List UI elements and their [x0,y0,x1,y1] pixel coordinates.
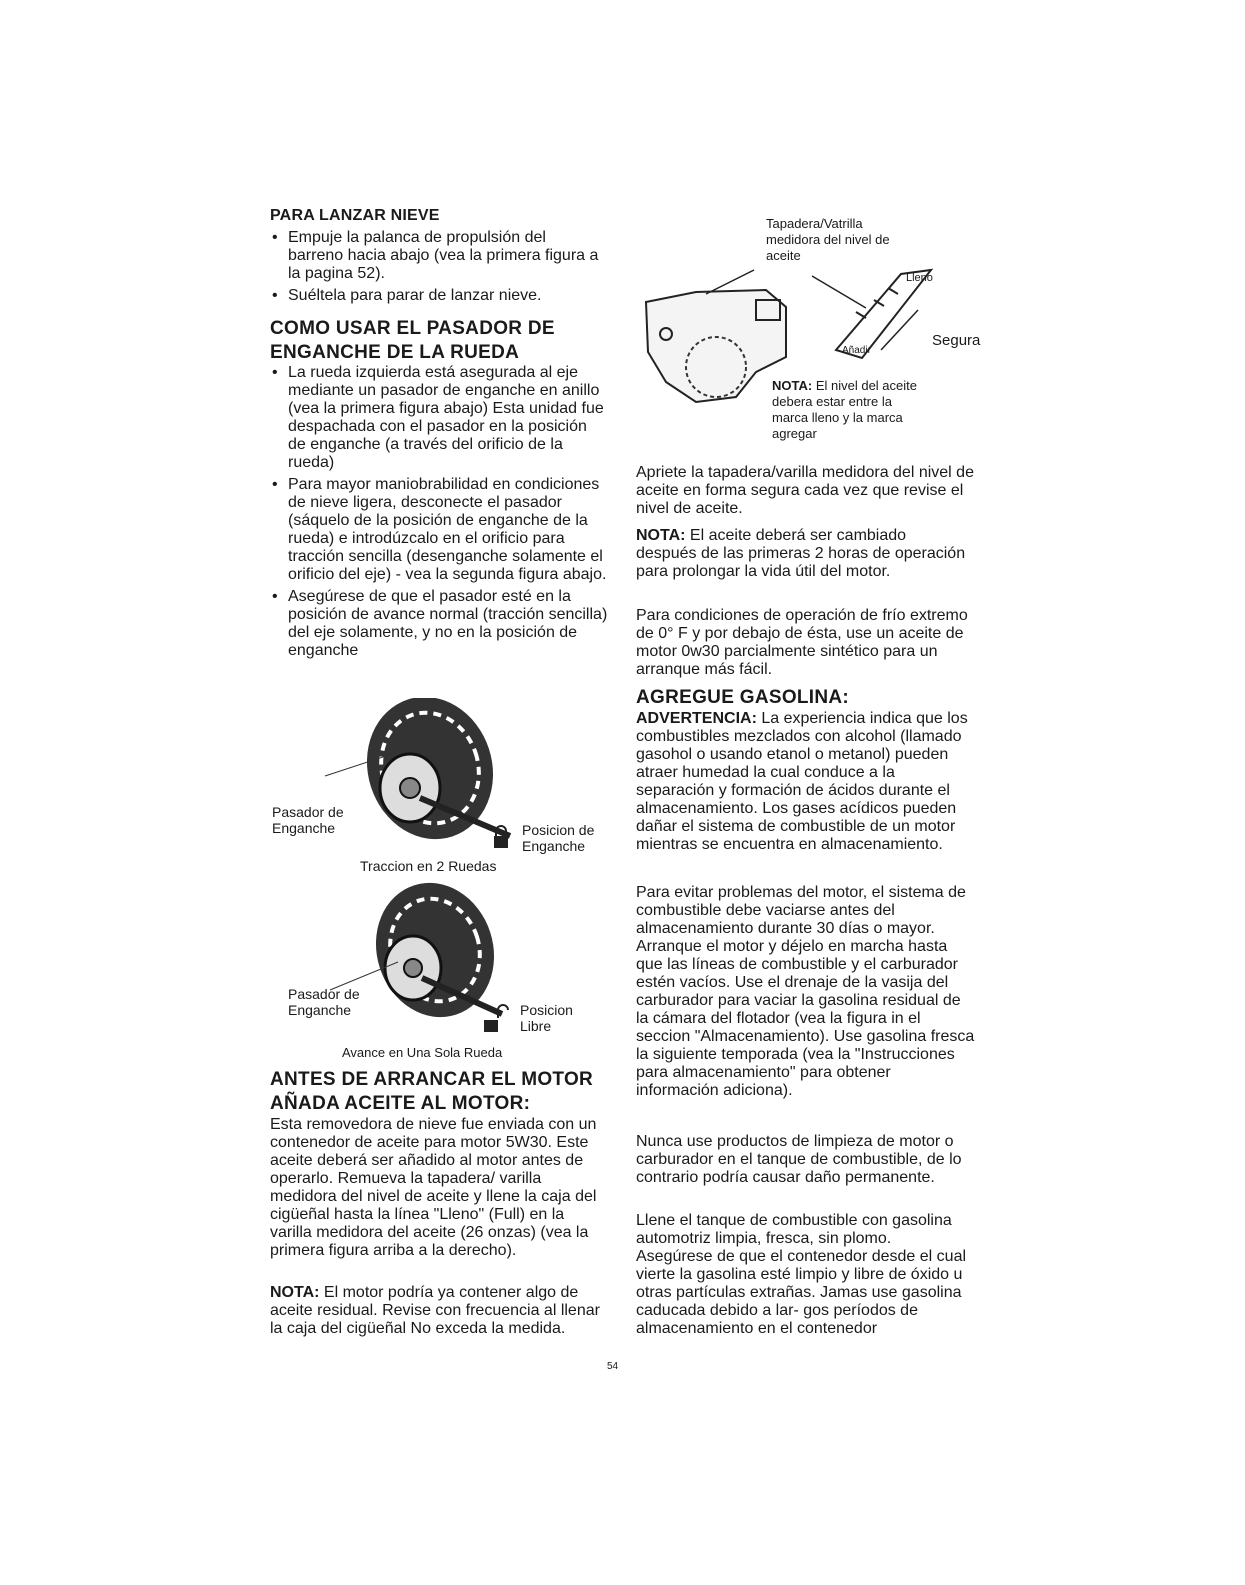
figure-caption: Traccion en 2 Ruedas [360,858,497,874]
page-number: 54 [607,1361,619,1372]
wheel-figure-locked [270,698,610,878]
engine-dipstick-figure [636,212,981,470]
figure-caption: Avance en Una Sola Rueda [342,1045,503,1060]
nota-paragraph [270,1284,606,1338]
llene-paragraph: Llene el tanque de combustible con gasolina automotriz limpia, fresca, sin plomo. Asegúrese de que el contenedor desde el cual vierte la gasolina esté limpio y libre de óxido u otras partículas extrañas. Jamas use gasolina caducada debido a lar- gos períodos de almacenamiento en el contenedor [636,1212,967,1337]
wheel-drawing [270,882,610,1067]
pasador-list [270,364,608,664]
antes-heading: ANTES DE ARRANCAR EL MOTOR [270,1069,594,1090]
pasador-heading-2: ENGANCHE DE LA RUEDA [270,342,520,363]
lleno-label: Lleno [906,272,933,284]
apriete-paragraph: Apriete la tapadera/varilla medidora del nivel de aceite en forma segura cada vez que revise el nivel de aceite. [636,464,974,517]
pin-label: Pasador de Enganche [288,986,360,1018]
list-item: • Suéltela para parar de lanzar nieve. [270,287,600,305]
lanzar-heading: PARA LANZAR NIEVE [270,207,440,224]
dipstick-note: NOTA: El nivel del aceite debera estar entre la marca lleno y la marca agregar [772,378,917,441]
pin-label: Pasador de Enganche [272,804,344,836]
nota2-label: NOTA: [636,527,686,544]
nota2-paragraph: NOTA: El aceite deberá ser cambiado después de las primeras 2 horas de operación para prolongar la vida útil del motor. [636,527,966,580]
list-item: • La rueda izquierda está asegurada al eje mediante un pasador de enganche en anillo (vea la primera figura abajo) Esta unidad fue despachada con el pasador en la posición de enganche (a través del orificio de la rueda) [270,364,608,472]
list-item: • Asegúrese de que el pasador esté en la posición de avance normal (tracción sencilla) del eje solamente, y no en la posición de enganche [270,588,608,660]
dipstick-caption: Tapadera/Vatrilla medidora del nivel de aceite [766,216,890,263]
nunca-paragraph: Nunca use productos de limpieza de motor o carburador en el tanque de combustible, de lo contrario podría causar daño permanente. [636,1133,962,1186]
anadir-label: Añadir [842,345,871,356]
nota-label: NOTA: [270,1284,320,1301]
segura-label: Segura [932,332,981,349]
note-label: NOTA: [772,378,813,393]
lanzar-list [270,229,600,309]
list-item: • Empuje la palanca de propulsión del barreno hacia abajo (vea la primera figura a la pagina 52). [270,229,600,283]
aceite-paragraph: Esta removedora de nieve fue enviada con un contenedor de aceite para motor 5W30. Este aceite deberá ser añadido al motor antes de operarlo. Remueva la tapadera/ varilla medidora del nivel de aceite y llene la caja del cigüeñal hasta la línea "Lleno" (Full) en la varilla medidora del aceite (26 onzas) (vea la primera figura arriba a la derecho). [270,1116,597,1259]
advertencia-label: ADVERTENCIA: [636,710,757,727]
position-label: Posicion Libre [520,1002,573,1034]
aceite-heading: AÑADA ACEITE AL MOTOR: [270,1093,531,1114]
wheel-figure-free [270,882,610,1067]
pasador-heading-1: COMO USAR EL PASADOR DE [270,318,555,339]
position-label: Posicion de Enganche [522,822,595,854]
advertencia-paragraph: ADVERTENCIA: La experiencia indica que los combustibles mezclados con alcohol (llamado gasohol o usando etanol o metanol) pueden atraer humedad la cual conduce a la separación y formación de ácidos durante el almacenamiento. Los gases acídicos pueden dañar el sistema de combustible de un motor mientras se encuentra en almacenamiento. [636,710,968,853]
list-item: • Para mayor maniobrabilidad en condiciones de nieve ligera, desconecte el pasador (sáquelo de la posición de enganche de la rueda) e introdúzcalo en el orificio para tracción sencilla (desenganche solamente el orificio del eje) - vea la segunda figura abajo. [270,476,608,584]
nota-text: El motor podría ya contener algo de aceite residual. Revise con frecuencia al llenar la caja del cigüeñal No exceda la medida. [270,1284,600,1337]
gasolina-heading: AGREGUE GASOLINA: [636,687,850,708]
evitar-paragraph: Para evitar problemas del motor, el sistema de combustible debe vaciarse antes del almacenamiento durante 30 días o mayor. Arranque el motor y déjelo en marcha hasta que las líneas de combustible y el carburador estén vacíos. Use el drenaje de la vasija del carburador para vaciar la gasolina residual de la cámara del flotador (vea la figura in el seccion "Almacenamiento). Use gasolina fresca la siguiente temporada (vea la "Instrucciones para almacenamiento" para obtener información adiciona). [636,884,975,1099]
frio-paragraph: Para condiciones de operación de frío extremo de 0° F y por debajo de ésta, use un aceite de motor 0w30 parcialmente sintético para un arranque más fácil. [636,607,968,678]
